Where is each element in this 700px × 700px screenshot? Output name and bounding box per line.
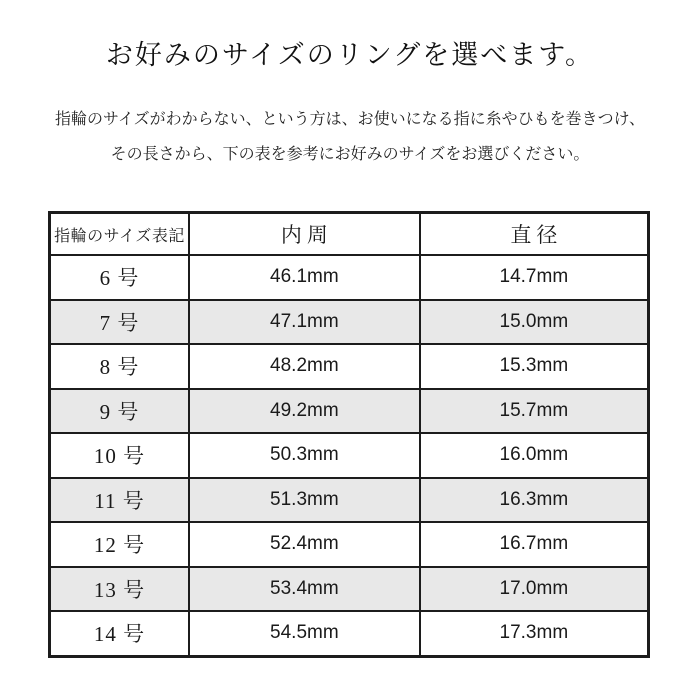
cell-inner-circumference: 53.4mm <box>189 567 420 612</box>
cell-diameter: 17.0mm <box>420 567 649 612</box>
cell-diameter: 14.7mm <box>420 255 649 300</box>
cell-diameter: 15.7mm <box>420 389 649 434</box>
cell-diameter: 16.3mm <box>420 478 649 523</box>
instructions-line-2: その長さから、下の表を参考にお好みのサイズをお選びください。 <box>110 146 590 163</box>
cell-inner-circumference: 46.1mm <box>189 255 420 300</box>
table-row <box>50 611 649 656</box>
cell-diameter: 16.0mm <box>420 433 649 478</box>
header-size-notation: 指輪のサイズ表記 <box>50 213 190 256</box>
header-diameter: 直径 <box>420 213 649 256</box>
instructions <box>0 102 700 172</box>
cell-inner-circumference: 47.1mm <box>189 300 420 345</box>
table-row <box>50 344 649 389</box>
cell-ring-size: 14 号 <box>50 611 190 656</box>
cell-ring-size: 7 号 <box>50 300 190 345</box>
table-row <box>50 300 649 345</box>
cell-ring-size: 11 号 <box>50 478 190 523</box>
cell-ring-size: 8 号 <box>50 344 190 389</box>
table-header-row <box>50 213 649 256</box>
table-row <box>50 567 649 612</box>
table-row <box>50 478 649 523</box>
cell-inner-circumference: 50.3mm <box>189 433 420 478</box>
instructions-line-1: 指輪のサイズがわからない、という方は、お使いになる指に糸やひもを巻きつけ、 <box>54 111 646 128</box>
ring-size-table <box>48 211 650 658</box>
cell-inner-circumference: 51.3mm <box>189 478 420 523</box>
table-row <box>50 433 649 478</box>
cell-inner-circumference: 52.4mm <box>189 522 420 567</box>
cell-ring-size: 9 号 <box>50 389 190 434</box>
cell-inner-circumference: 48.2mm <box>189 344 420 389</box>
cell-ring-size: 13 号 <box>50 567 190 612</box>
cell-ring-size: 12 号 <box>50 522 190 567</box>
cell-diameter: 15.3mm <box>420 344 649 389</box>
cell-inner-circumference: 54.5mm <box>189 611 420 656</box>
cell-inner-circumference: 49.2mm <box>189 389 420 434</box>
cell-ring-size: 10 号 <box>50 433 190 478</box>
cell-diameter: 17.3mm <box>420 611 649 656</box>
cell-diameter: 16.7mm <box>420 522 649 567</box>
cell-ring-size: 6 号 <box>50 255 190 300</box>
table-row <box>50 255 649 300</box>
page-title: お好みのサイズのリングを選べます。 <box>105 40 595 70</box>
cell-diameter: 15.0mm <box>420 300 649 345</box>
table-row <box>50 389 649 434</box>
table-row <box>50 522 649 567</box>
header-inner-circumference: 内周 <box>189 213 420 256</box>
